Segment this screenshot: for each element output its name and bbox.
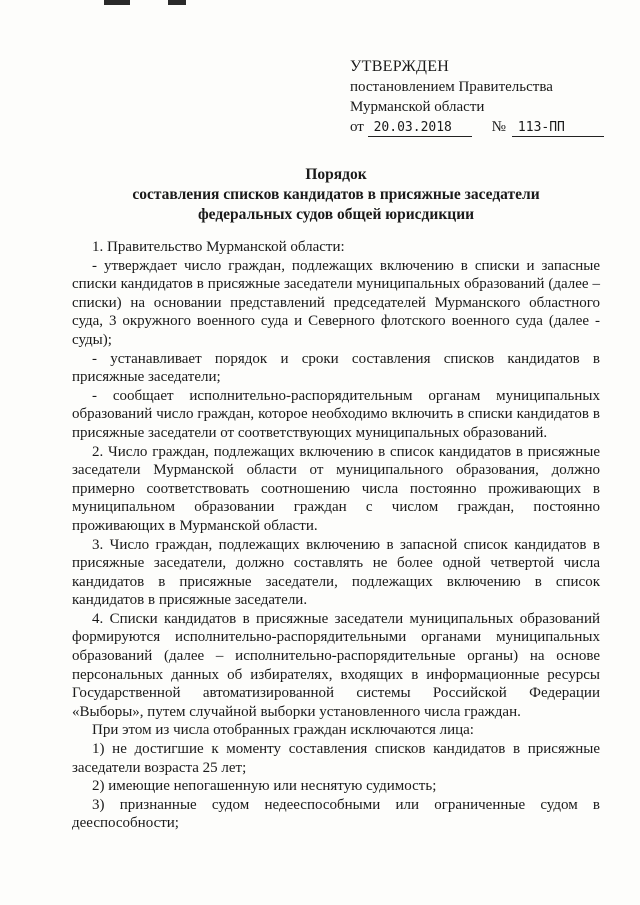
approval-stamp xyxy=(350,57,600,137)
approval-date-row xyxy=(350,117,600,137)
date-prefix: от xyxy=(350,119,364,135)
paragraph: 3. Число граждан, подлежащих включению в запасной список кандидатов в присяжные заседатели, должно составлять не более одной четвертой числа кандидатов в присяжные заседатели, подлежащих включению в список кандидатов в присяжные заседатели. xyxy=(72,536,600,609)
approval-line: постановлением Правительства xyxy=(350,79,553,95)
scan-artifact xyxy=(168,0,186,5)
approval-date: 20.03.2018 xyxy=(368,120,472,137)
heading-title: Порядок xyxy=(305,166,367,183)
paragraph: При этом из числа отобранных граждан исключаются лица: xyxy=(92,722,474,739)
paragraph: - утверждает число граждан, подлежащих включению в списки и запасные списки кандидатов в присяжные заседатели муниципальных образований (далее – списки) на основании представлений председателей Мурманского областного суда, 3 окружного военного суда и Северного флотского военного суда (далее - суды); xyxy=(72,257,600,348)
document-body xyxy=(72,238,600,833)
paragraph: - устанавливает порядок и сроки составления списков кандидатов в присяжные заседатели; xyxy=(72,350,600,386)
paragraph: 1. Правительство Мурманской области: xyxy=(92,239,345,255)
paragraph: 2. Число граждан, подлежащих включению в список кандидатов в присяжные заседатели Мурманской области от муниципального образования, должно примерно соответствовать соотношению числа постоянно проживающих в муниципальном образовании граждан с числом граждан, постоянно проживающих в Мурманской области. xyxy=(72,443,600,534)
paragraph: 2) имеющие непогашенную или неснятую судимость; xyxy=(92,778,437,795)
approval-title: УТВЕРЖДЕН xyxy=(350,58,450,75)
heading-line: составления списков кандидатов в присяжные заседатели xyxy=(132,186,540,203)
paragraph: 1) не достигшие к моменту составления списков кандидатов в присяжные заседатели возраста 25 лет; xyxy=(72,741,600,776)
paragraph: - сообщает исполнительно-распорядительным органам муниципальных образований число граждан, которое необходимо включить в списки кандидатов в присяжные заседатели от соответствующих муниципальных образований. xyxy=(72,387,600,441)
approval-number: 113-ПП xyxy=(512,120,604,137)
approval-line: Мурманской области xyxy=(350,99,485,115)
scan-artifact xyxy=(104,0,130,5)
number-sign: № xyxy=(491,119,506,135)
heading-line: федеральных судов общей юрисдикции xyxy=(197,206,475,223)
paragraph: 3) признанные судом недееспособными или ограниченные судом в дееспособности; xyxy=(72,796,600,832)
paragraph: 4. Списки кандидатов в присяжные заседатели муниципальных образований формируются исполнительно-распорядительными органами муниципальных образований (далее – исполнительно-распорядительные органы) на основе персональных данных об избирателях, входящих в информационные ресурсы Государственной автоматизированной системы Российской Федерации «Выборы», путем случайной выборки установленного числа граждан. xyxy=(72,610,600,720)
document-heading xyxy=(72,165,600,225)
